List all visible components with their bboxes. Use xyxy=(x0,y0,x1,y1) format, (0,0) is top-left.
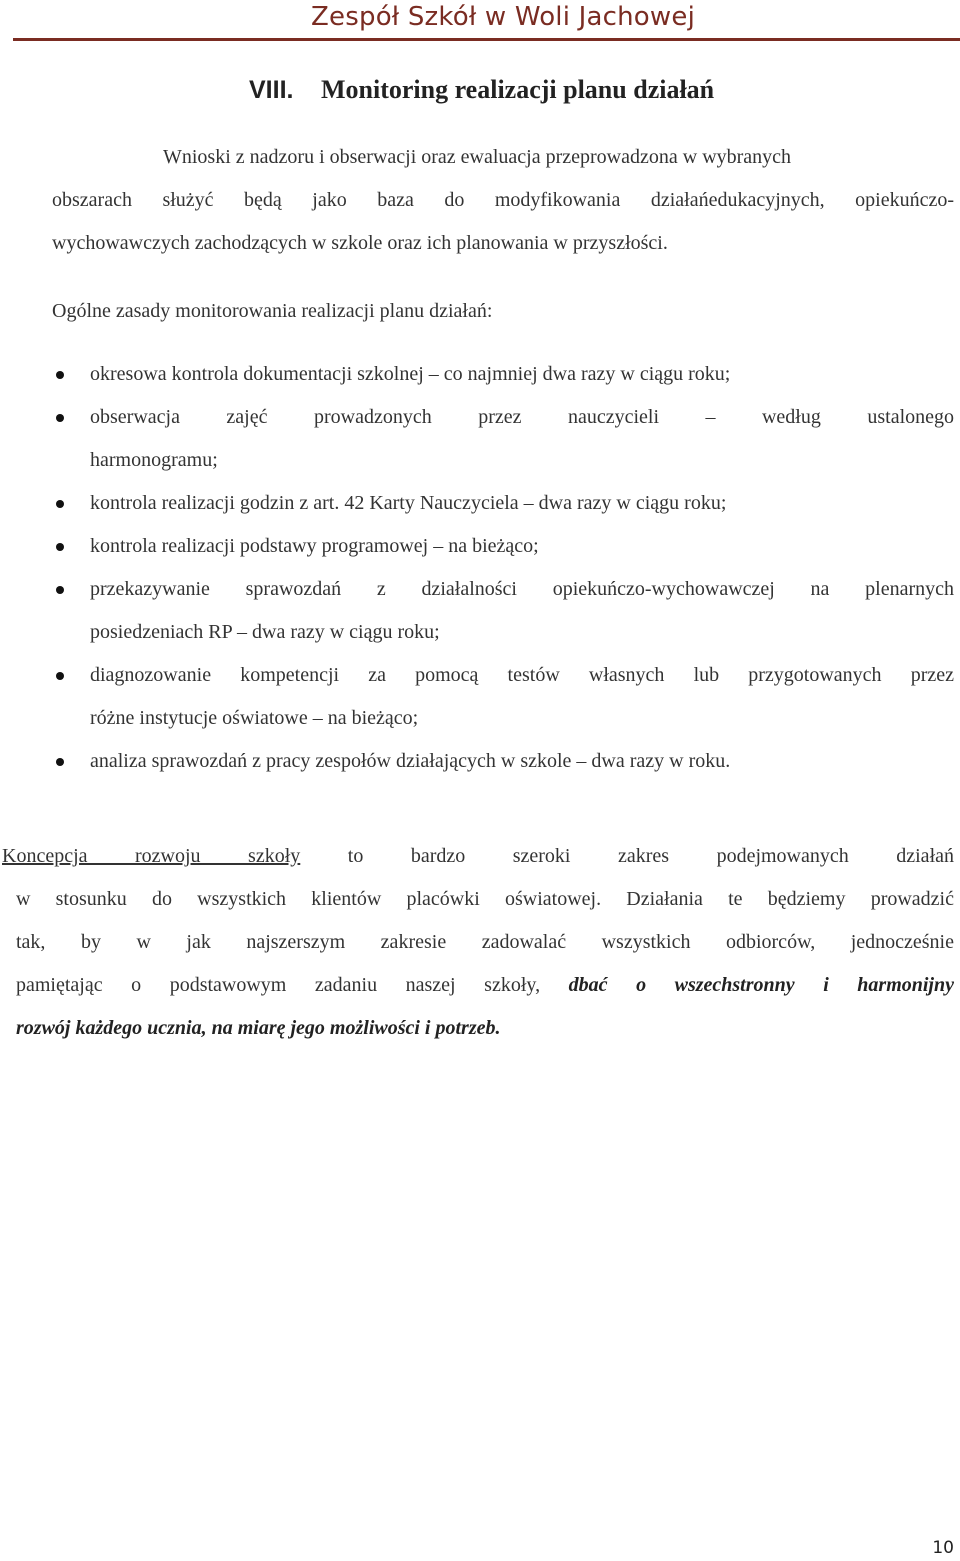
emphasis-text: dbać o wszechstronny i harmonijny xyxy=(568,974,954,996)
bullet-icon xyxy=(56,586,64,594)
conclusion-paragraph xyxy=(2,835,954,1050)
list-item-text: analiza sprawozdań z pracy zespołów działających w szkole – dwa razy w roku. xyxy=(90,750,731,772)
bullet-icon xyxy=(56,758,64,766)
bullet-icon xyxy=(56,672,64,680)
intro-line: obszarach służyć będą jako baza do modyfikowania działańedukacyjnych, opiekuńczo- xyxy=(52,189,954,211)
bullet-icon xyxy=(56,371,64,379)
list-item-text: przekazywanie sprawozdań z działalności opiekuńczo-wychowawczej na plenarnych xyxy=(90,578,954,600)
emphasis-text: rozwój każdego ucznia, na miarę jego możliwości i potrzeb. xyxy=(16,1017,501,1039)
list-item-text: okresowa kontrola dokumentacji szkolnej – co najmniej dwa razy w ciągu roku; xyxy=(90,363,731,385)
list-item-text: obserwacja zajęć prowadzonych przez nauczycieli – według ustalonego xyxy=(90,406,954,428)
section-number: VIII. xyxy=(249,76,294,104)
bullet-icon xyxy=(56,543,64,551)
concept-term: Koncepcja rozwoju szkoły xyxy=(2,845,301,867)
conclusion-line: tak, by w jak najszerszym zakresie zadowalać wszystkich odbiorców, jednocześnie xyxy=(16,931,954,953)
intro-paragraph xyxy=(52,136,954,265)
bullet-icon xyxy=(56,500,64,508)
intro-line: wychowawczych zachodzących w szkole oraz ich planowania w przyszłości. xyxy=(52,232,668,254)
monitoring-list xyxy=(52,353,954,783)
conclusion-line xyxy=(16,1007,954,1050)
list-item-text: posiedzeniach RP – dwa razy w ciągu roku; xyxy=(90,621,440,643)
page-number: 10 xyxy=(932,1538,954,1558)
section-heading xyxy=(249,72,714,108)
document-header: Zespół Szkół w Woli Jachowej xyxy=(311,2,695,32)
list-item-text: kontrola realizacji godzin z art. 42 Karty Nauczyciela – dwa razy w ciągu roku; xyxy=(90,492,727,514)
conclusion-line xyxy=(2,835,954,878)
conclusion-line xyxy=(16,964,954,1007)
list-item-text: różne instytucje oświatowe – na bieżąco; xyxy=(90,707,419,729)
monitoring-lead: Ogólne zasady monitorowania realizacji planu działań: xyxy=(52,300,493,322)
list-item xyxy=(52,396,954,482)
list-item xyxy=(52,525,954,568)
list-item-text: harmonogramu; xyxy=(90,449,218,471)
list-item xyxy=(52,568,954,654)
list-item xyxy=(52,482,954,525)
section-title: Monitoring realizacji planu działań xyxy=(321,75,715,104)
list-item-text: diagnozowanie kompetencji za pomocą testów własnych lub przygotowanych przez xyxy=(90,664,954,686)
conclusion-text: pamiętając o podstawowym zadaniu naszej szkoły, xyxy=(16,974,569,996)
conclusion-text: to bardzo szeroki zakres podejmowanych działań xyxy=(300,845,954,867)
list-item xyxy=(52,740,954,783)
list-item xyxy=(52,654,954,740)
header-rule xyxy=(13,38,960,41)
list-item xyxy=(52,353,954,396)
conclusion-line: w stosunku do wszystkich klientów placówki oświatowej. Działania te będziemy prowadzić xyxy=(16,888,954,910)
list-item-text: kontrola realizacji podstawy programowej – na bieżąco; xyxy=(90,535,539,557)
intro-line: Wnioski z nadzoru i obserwacji oraz ewaluacja przeprowadzona w wybranych xyxy=(163,146,792,168)
bullet-icon xyxy=(56,414,64,422)
